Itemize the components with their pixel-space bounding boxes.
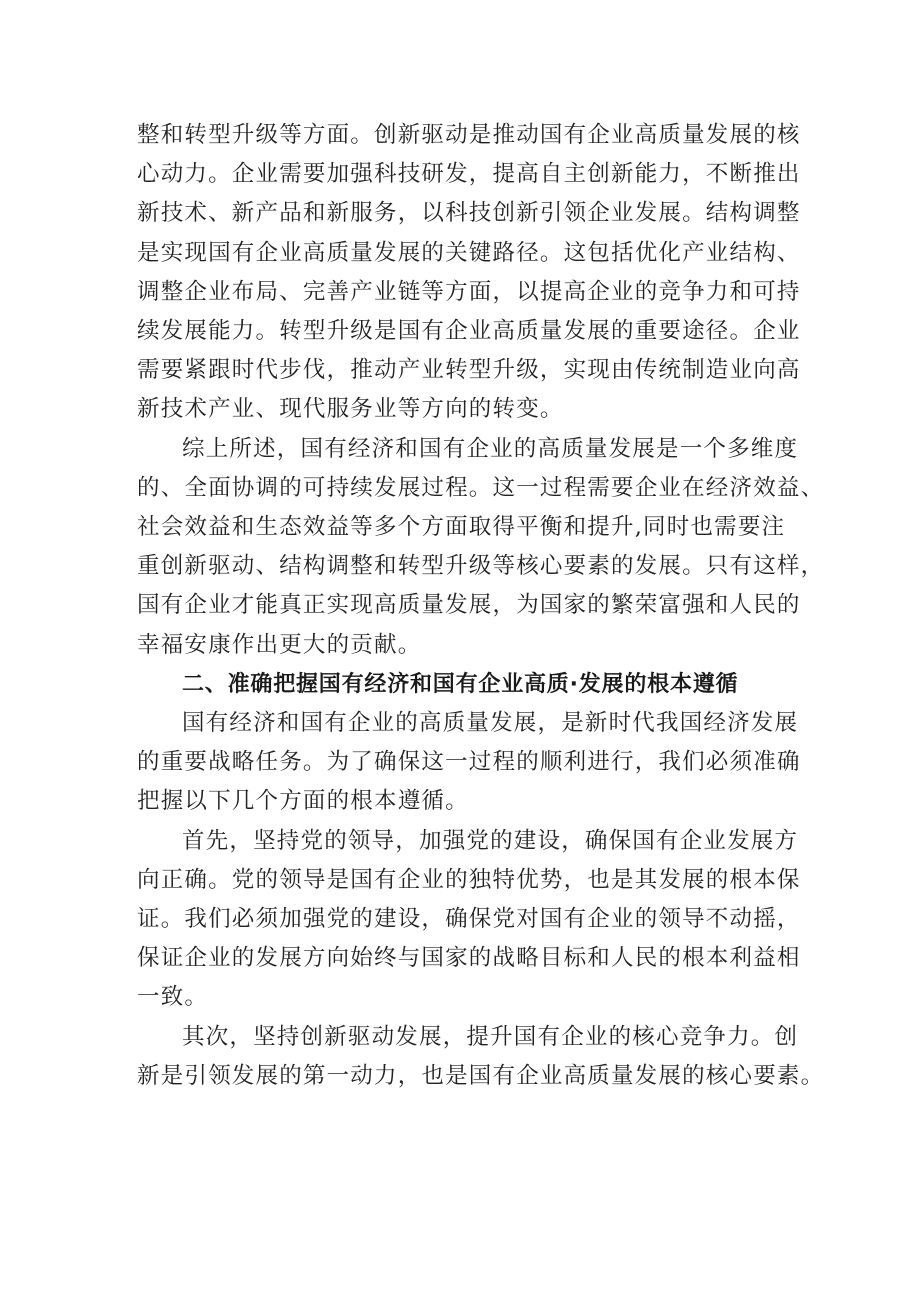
text-line: 其次，坚持创新驱动发展，提升国有企业的核心竞争力。创	[182, 1023, 799, 1050]
document-body	[137, 116, 825, 1096]
text-line: 首先，坚持党的领导，加强党的建设，确保国有企业发展方	[182, 827, 799, 854]
text-line: 续发展能力。转型升级是国有企业高质量发展的重要途径。企业	[137, 318, 801, 345]
text-line: 需要紧跟时代步伐，推动产业转型升级，实现由传统制造业向高	[137, 357, 801, 384]
paragraph-4	[137, 822, 801, 1018]
text-line: 一致。	[137, 984, 209, 1011]
text-line: 国有经济和国有企业的高质量发展，是新时代我国经济发展	[182, 710, 799, 737]
text-line: 新是引领发展的第一动力，也是国有企业高质量发展的核心要素。	[137, 1062, 825, 1089]
paragraph-1	[137, 116, 801, 430]
text-line: 是实现国有企业高质量发展的关键路径。这包括优化产业结构、	[137, 239, 801, 266]
text-line: 重创新驱动、结构调整和转型升级等核心要素的发展。只有这样，	[137, 553, 825, 580]
text-line: 综上所述，国有经济和国有企业的高质量发展是一个多维度	[182, 435, 799, 462]
paragraph-5	[137, 1018, 825, 1096]
text-line: 的重要战略任务。为了确保这一过程的顺利进行，我们必须准确	[137, 749, 801, 776]
text-line: 保证企业的发展方向始终与国家的战略目标和人民的根本利益相	[137, 945, 801, 972]
text-line: 的、全面协调的可持续发展过程。这一过程需要企业在经济效益、	[137, 474, 825, 501]
text-line: 向正确。党的领导是国有企业的独特优势，也是其发展的根本保	[137, 866, 801, 893]
text-line: 心动力。企业需要加强科技研发，提高自主创新能力，不断推出	[137, 161, 801, 188]
text-line: 新技术产业、现代服务业等方向的转变。	[137, 396, 564, 423]
text-line: 调整企业布局、完善产业链等方面，以提高企业的竞争力和可持	[137, 278, 801, 305]
section-heading: 二、准确把握国有经济和国有企业高质·发展的根本遵循	[182, 671, 739, 697]
text-line: 整和转型升级等方面。创新驱动是推动国有企业高质量发展的核	[137, 122, 801, 148]
text-line: 新技术、新产品和新服务，以科技创新引领企业发展。结构调整	[137, 200, 801, 227]
text-line: 幸福安康作出更大的贡献。	[137, 631, 422, 658]
text-line: 社会效益和生态效益等多个方面取得平衡和提升,同时也需要注	[137, 514, 786, 541]
paragraph-3	[137, 704, 801, 822]
text-line: 证。我们必须加强党的建设，确保党对国有企业的领导不动摇，	[137, 906, 801, 933]
paragraph-2	[137, 430, 825, 665]
text-line: 国有企业才能真正实现高质量发展，为国家的繁荣富强和人民的	[137, 592, 801, 619]
text-line: 把握以下几个方面的根本遵循。	[137, 788, 469, 815]
